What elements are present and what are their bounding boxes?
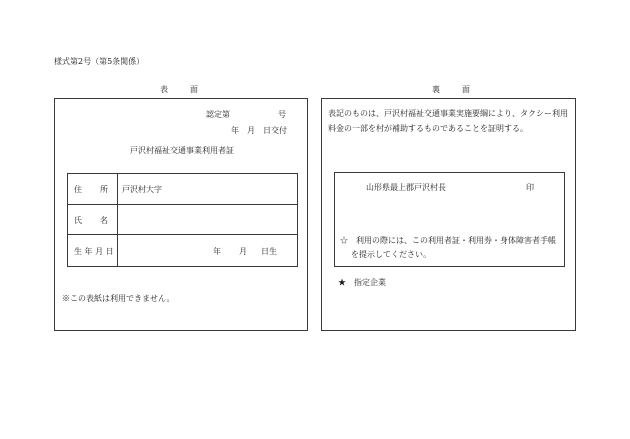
card-title: 戸沢村福祉交通事業利用者証 — [130, 146, 234, 155]
front-heading-char-2: 面 — [190, 85, 198, 94]
front-heading-char-1: 表 — [160, 85, 168, 94]
back-panel — [321, 98, 576, 331]
back-heading — [432, 84, 470, 95]
issuer-box — [334, 172, 565, 267]
issue-date: 年 月 日交付 — [231, 126, 287, 135]
address-label — [74, 184, 108, 195]
front-panel — [54, 98, 308, 331]
form-id: 様式第2号（第5条関係） — [54, 57, 145, 66]
address-row — [68, 174, 297, 204]
address-label-char-2: 所 — [100, 185, 108, 194]
dob-label: 生 年 月 日 — [74, 247, 114, 256]
statement-line-1: 表記のものは、戸沢村福祉交通事業実施要綱により、タクシー利用 — [328, 109, 568, 118]
dob-row — [68, 234, 297, 267]
notice-line-1: ☆ 利用の際には、この利用者証・利用券・身体障害者手帳 — [340, 236, 556, 245]
statement-line-2: 料金の一部を村が補助するものであることを証明する。 — [328, 124, 528, 133]
holder-info-table — [67, 173, 298, 267]
front-note: ※この表紙は利用できません。 — [62, 294, 175, 303]
name-label-char-1: 氏 — [74, 216, 82, 225]
seal-mark: 印 — [526, 183, 534, 192]
dob-day: 日生 — [261, 247, 277, 256]
back-heading-char-1: 裏 — [432, 85, 440, 94]
name-label — [74, 215, 108, 226]
name-label-char-2: 名 — [100, 216, 108, 225]
designated-company: ★ 指定企業 — [338, 278, 386, 287]
dob-year: 年 — [213, 247, 221, 256]
cert-number: 認定第 号 — [206, 110, 286, 119]
address-label-char-1: 住 — [74, 185, 82, 194]
name-row — [68, 204, 297, 234]
dob-month: 月 — [239, 247, 247, 256]
issuer-name: 山形県最上郡戸沢村長 — [366, 183, 446, 192]
back-heading-char-2: 面 — [462, 85, 470, 94]
front-heading — [160, 84, 198, 95]
notice-line-2: を提示してください。 — [351, 250, 431, 259]
address-value: 戸沢村大字 — [122, 185, 162, 194]
